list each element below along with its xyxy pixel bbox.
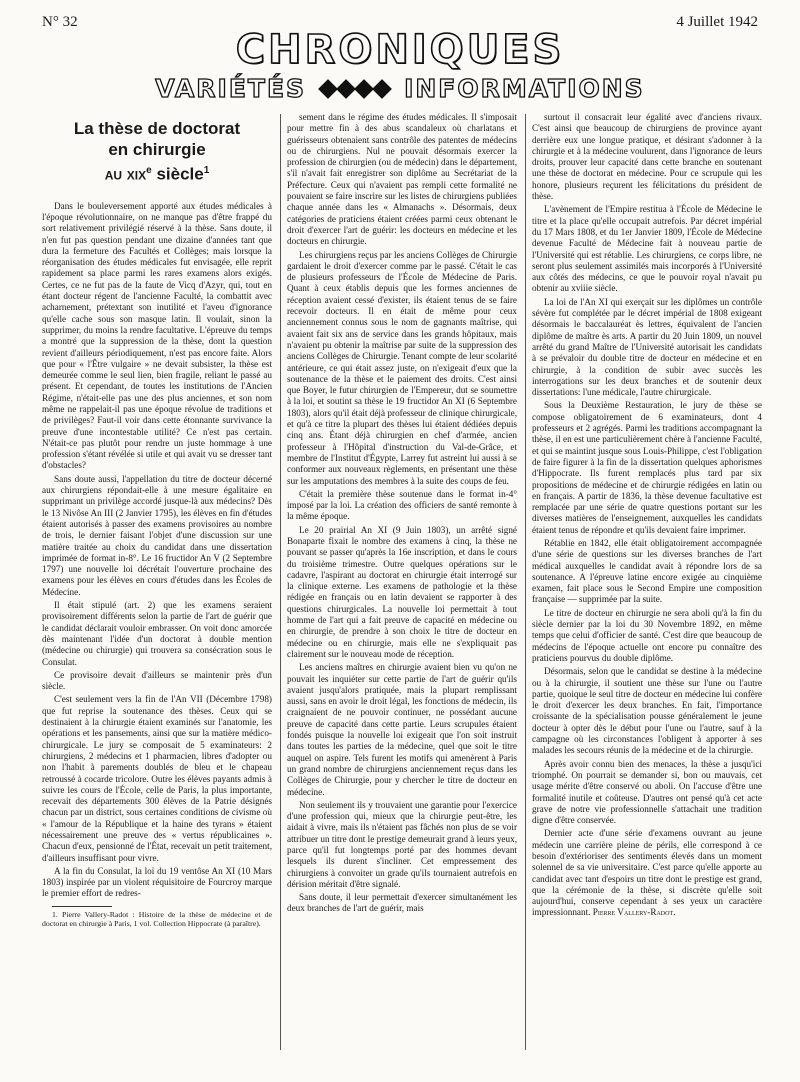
subtitle-right: INFORMATIONS	[404, 74, 645, 103]
paragraph: C'était la première thèse soutenue dans le format in-4° imposé par la loi. La création des officiers de santé remonte à la même époque.	[287, 488, 517, 522]
paragraph: Le titre de docteur en chirurgie ne sera aboli qu'à la fin du siècle dernier par la loi du 30 Novembre 1892, en même temps que celui d'officier de santé. C'est dire que beaucoup de médecins de l'époque actuelle ont encore pu connaître des praticiens pourvus du double diplôme.	[532, 607, 762, 663]
masthead-title: CHRONIQUES	[235, 27, 565, 73]
paragraph: Dernier acte d'une série d'examens ouvrant au jeune médecin une carrière pleine de périls, elle correspond à ce besoin d'extérioriser des sentiments élevés dans un moment solennel de sa vie universitaire. C'est parce qu'elle apporte au candidat avec tant d'espoirs un titre dont le prestige est grand, que la cérémonie de la thèse, si discrète qu'elle soit aujourd'hui, conserve cependant à ses yeux un caractère impressionnant. Pierre Vallery-Radot.	[532, 828, 762, 918]
paragraph: L'avènement de l'Empire restitua à l'École de Médecine le titre et la place qu'elle occupait autrefois. Par décret impérial du 17 Mars 1808, et du 1er Janvier 1809, l'École de Médecine devenue Faculté de Médecine fait à nouveau partie de l'Université qui est rétablie. Les chirurgiens, ce corps libre, ne seront plus seulement assimilés mais incorporés à l'Université aux côtés des médecins, ce que le pouvoir royal n'avait pu obtenir au xviiie siècle.	[532, 204, 762, 294]
ornament-icon	[320, 82, 390, 96]
paragraph: Ce provisoire devait d'ailleurs se maintenir près d'un siècle.	[42, 669, 272, 692]
column-1-body	[42, 201, 272, 900]
paragraph: Rétablie en 1842, elle était obligatoirement accompagnée d'une série de questions sur les diverses branches de l'art médical auxquelles le candidat avait à répondre lors de sa soutenance. A l'épreuve latine encore exigée au cinquième examen, fait place sous le Second Empire une composition française — supprimée par la suite.	[532, 537, 762, 605]
paragraph: sement dans le régime des études médicales. Il s'imposait pour mettre fin à des abus scandaleux où charlatans et guérisseurs obtenaient sans contrôle des patentes de médecins ou de chirurgiens. Nul ne pouvait désormais exercer la profession de chirurgien (ou de médecin) dans le département, s'il n'avait fait enregistrer son diplôme au Secrétariat de la Préfecture. Ceux qui n'avaient pas rempli cette formalité ne pouvaient se faire inscrire sur les listes de chirurgiens publiées chaque année dans les « Almanachs ». Désormais, deux catégories de praticiens étaient créées parmi ceux obtenant le droit d'exercer l'art de guérir: les docteurs en médecine et les docteurs en chirurgie.	[287, 112, 517, 247]
paragraph: surtout il consacrait leur égalité avec d'anciens rivaux. C'est ainsi que beaucoup de chirurgiens de province ayant derrière eux une longue pratique, et désirant s'adonner à la chirurgie et à la médecine voulurent, dans l'ignorance de leurs droits, prouver leur capacité dans cette branche en soutenant une thèse de doctorat en médecine. Pour ce scrupule qui les honore, plusieurs reçurent les félicitations du président de thèse.	[532, 112, 762, 202]
paragraph: A la fin du Consulat, la loi du 19 ventôse An XI (10 Mars 1803) inspirée par un violent réquisitoire de Fourcroy marque le premier effort de redres-	[42, 865, 272, 899]
paragraph: Sous la Deuxième Restauration, le jury de thèse se compose obligatoirement de 6 examinateurs, dont 4 professeurs et 2 agrégés. Parmi les traditions accompagnant la thèse, il en est une particulièrement chère à l'ancienne Faculté, et qui se maintint jusque sous Louis-Philippe, c'est l'obligation de faire figurer à la fin de la dissertation quelques aphorismes d'Hippocrate. Ils furent remplacés plus tard par six propositions de médecine et de chirurgie rédigées en latin ou en français. A partir de 1836, la thèse devenue facultative est remplacée par une série de quatre questions portant sur les diverses matières de l'enseignement, auxquelles les candidats étaient tenus de répondre et qu'ils devaient faire imprimer.	[532, 400, 762, 535]
footnote-rule	[52, 906, 112, 907]
paragraph: C'est seulement vers la fin de l'An VII (Décembre 1798) que fut reprise la soutenance des thèses. Ceux qui se destinaient à la chirurgie étaient examinés sur l'anatomie, les opérations et les pansements, ainsi que sur la matière médico-chirurgicale. Le jury se composait de 5 examinateurs: 2 chirurgiens, 2 médecins et 1 pharmacien, libres d'adopter ou non l'habit à parements doublés de bleu et le chapeau retroussé à cocarde tricolore. Outre les élèves payants admis à suivre les cours de l'École, celle de Paris, la plus importante, recevait des départements 300 élèves de la Patrie désignés chacun par un district, sous certaines conditions de civisme où « l'amour de la République et la haine des tyrans » étaient nécessairement une preuve des « vertus républicaines ». Chacun d'eux, pensionné de l'État, recevait un petit traitement, d'ailleurs insuffisant pour vivre.	[42, 694, 272, 863]
paragraph: Les anciens maîtres en chirurgie avaient bien vu qu'on ne pouvait les inquiéter sur cette partie de l'art de guérir qu'ils avaient jusqu'alors pratiquée, mais la plupart remplissant aussi, sans en avoir le droit légal, les fonctions de médecin, ils craignaient de ne pouvoir continuer, ne possédant aucune preuve de capacité dans cette partie. Leurs scrupules étaient fondés puisque la nouvelle loi exigeait que l'on soit instruit dans toutes les parties de la médecine, quel que soit le titre auquel on aspire. Tels furent les motifs qui amenèrent à Paris un grand nombre de chirurgiens anciennement reçus dans les Collèges de Chirurgie, pour y chercher le titre de docteur en médecine.	[287, 662, 517, 797]
paragraph: Les chirurgiens reçus par les anciens Collèges de Chirurgie gardaient le droit d'exercer comme par le passé. C'était le cas de plusieurs professeurs de l'École de Médecine de Paris. Quant à ceux établis depuis que les formes anciennes de réception avaient cessé d'exister, ils étaient tenus de se faire recevoir docteurs. Il en était de même pour ceux anciennement connus sous le nom de gagnants maîtrise, qui avaient fait six ans de service dans les grands hôpitaux, mais n'avaient pu obtenir la maîtrise par suite de la suppression des anciens Collèges de Chirurgie. Tenant compte de leur scolarité antérieure, ce qui était assez juste, on n'exigeait d'eux que la soutenance de la thèse et le paiement des droits. C'est ainsi que Boyer, le futur chirurgien de l'Empereur, dut se soumettre à la loi, et soutint sa thèse le 19 fructidor An XI (6 Septembre 1803), alors qu'il était déjà professeur de clinique chirurgicale, et qu'à ce titre la plupart des thèses lui étaient dédiées depuis cinq ans. Étant déjà chirurgien en chef d'armée, ancien professeur à l'Hôpital d'instruction du Val-de-Grâce, et membre de l'Institut d'Égypte, Larrey fut astreint lui aussi à se conformer aux nouveaux règlements, en présentant une thèse sur les amputations des membres à la suite des coups de feu.	[287, 249, 517, 486]
masthead-subtitle	[0, 74, 800, 103]
issue-date: 4 Juillet 1942	[676, 14, 758, 30]
paragraph: Non seulement ils y trouvaient une garantie pour l'exercice d'une profession qui, mieux que la chirurgie peut-être, les aidait à vivre, mais ils n'étaient pas fâchés non plus de se voir attribuer un titre dont le prestige demeurait grand à leurs yeux, parce qu'il fut longtemps porté par des hommes devant lesquels ils durent s'incliner. Cet empressement des chirurgiens à convoiter un grade qu'ils tournaient autrefois en dérision méritait d'être signalé.	[287, 799, 517, 889]
paragraph: La loi de l'An XI qui exerçait sur les diplômes un contrôle sévère fut complétée par le décret impérial de 1808 exigeant désormais le baccalauréat ès lettres, équivalent de l'ancien diplôme de maître ès arts. A partir du 20 Juin 1809, un nouvel arrêté du grand Maître de l'Université autorisait les candidats à se prévaloir du double titre de docteur en médecine et en chirurgie, à la condition de subir avec succès les interrogations sur les deux branches et de soutenir deux dissertations: l'une médicale, l'autre chirurgicale.	[532, 296, 762, 398]
paragraph: Sans doute aussi, l'appellation du titre de docteur décerné aux chirurgiens répondait-elle à une mesure égalitaire en supprimant un privilège accordé jusque-là aux médecins? Dès le 13 Nivôse An III (2 Janvier 1795), les élèves en fin d'études étaient autorisés à passer des examens provisoires au nombre de trois, le dernier faisant l'objet d'une discussion sur une matière traitée au choix du candidat dans une dissertation imprimée de format in-8°. Le 16 fructidor An V (2 Septembre 1797) une nouvelle loi décrétait l'ouverture prochaine des examens pour les élèves en cours d'études dans les Écoles de Médecine.	[42, 473, 272, 597]
footnote: 1. Pierre Vallery-Radot : Histoire de la thèse de médecine et de doctorat en chirurgie à Paris, 1 vol. Collection Hippocrate (à paraître).	[42, 909, 272, 929]
paragraph: Après avoir connu bien des menaces, la thèse a jusqu'ici triomphé. On pourrait se demander si, bon ou mauvais, cet usage mérite d'être conservé ou aboli. On l'accuse d'être une formalité inutile et coûteuse. D'autres ont pensé qu'à cet acte grave de notre vie professionnelle s'attachait une tradition digne d'être conservée.	[532, 758, 762, 826]
issue-number: N° 32	[42, 14, 78, 30]
column-1	[42, 112, 272, 1052]
column-3	[532, 112, 762, 1052]
column-3-body	[532, 112, 762, 919]
paragraph: Le 20 prairial An XI (9 Juin 1803), un arrêté signé Bonaparte fixait le nombre des examens à cinq, la thèse ne pouvant se passer qu'après la 16e inscription, et dans le cours du troisième trimestre. Outre quelques opérations sur le cadavre, l'aspirant au doctorat en chirurgie était interrogé sur la clinique externe. Les examens de pathologie et la thèse rédigée en français ou en latin devaient se rapporter à des questions chirurgicales. La nouvelle loi permettait à tout homme de l'art qui a fait preuve de capacité en médecine ou en chirurgie, de prendre à son choix le titre de docteur en médecine ou en chirurgie, mais elle ne s'expliquait pas clairement sur le nouveau mode de réception.	[287, 524, 517, 659]
column-2	[287, 112, 517, 1052]
column-divider	[280, 114, 281, 1050]
paragraph: Il était stipulé (art. 2) que les examens seraient provisoirement différents selon la partie de l'art de guérir que le candidat déclarait vouloir embrasser. On voit donc amorcée dès maintenant l'idée d'un doctorat à double mention (médecine ou chirurgie) qui trouvera sa consécration sous le Consulat.	[42, 600, 272, 667]
column-divider	[525, 114, 526, 1050]
article-title: La thèse de doctorat en chirurgie au xix$^e$ siècle$^1$	[73, 119, 241, 184]
subtitle-left: VARIÉTÉS	[155, 74, 307, 103]
paragraph: Sans doute, il leur permettait d'exercer simultanément les deux branches de l'art de guérir, mais	[287, 892, 517, 914]
column-2-body	[287, 112, 517, 915]
author-signature: Pierre Vallery-Radot.	[592, 907, 676, 918]
article-columns	[42, 112, 762, 1052]
masthead	[0, 27, 800, 103]
paragraph: Dans le bouleversement apporté aux études médicales à l'époque révolutionnaire, on ne manque pas d'être frappé du sort relativement privilégié réservé à la thèse. Sans doute, il n'en fut pas question pendant une dizaine d'années tant que dura la fermeture des Facultés et Collèges; mais lorsque la réorganisation des études médicales fut envisagée, elle reprit rapidement sa place parmi les rares examens alors exigés. Certes, ce ne fut pas de la faute de Vicq d'Azyr, qui, tout en étant docteur régent de l'ancienne Faculté, la combattit avec acharnement, prétextant son inutilité et l'aveu d'ignorance qu'elle cache sous son masque latin. Il voulait, sinon la supprimer, du moins la rendre facultative. L'épreuve du temps a montré que la suppression de la thèse, dont la question revient d'ailleurs périodiquement, n'est pas encore faite. Alors que pour « l'Être vulgaire » ne devait subsister, la thèse est demeurée comme le seul lien, bien fragile, reliant le passé au présent. Et cependant, de toutes les institutions de l'Ancien Régime, n'était-elle pas une des plus anciennes, et son nom même ne rappelait-il pas une époque révolue de traditions et de privilèges? Faut-il voir dans cette étonnante survivance la preuve d'une incontestable utilité? Ce n'est pas certain. N'était-ce pas plutôt pour rendre un juste hommage à une profession s'étant révélée si utile et qui avait vu se dresser tant d'obstacles?	[42, 200, 272, 471]
paragraph: Désormais, selon que le candidat se destine à la médecine ou à la chirurgie, il soutient une thèse sur l'une ou l'autre partie, quoique le seul titre de docteur en médecine lui confère le droit d'exercer les deux branches. En fait, l'importance croissante de la spécialisation pousse généralement le jeune docteur à opter dès le début pour l'une ou l'autre, sauf à la campagne où les circonstances l'obligent à apporter à ses malades les secours réunis de la médecine et de la chirurgie.	[532, 666, 762, 756]
